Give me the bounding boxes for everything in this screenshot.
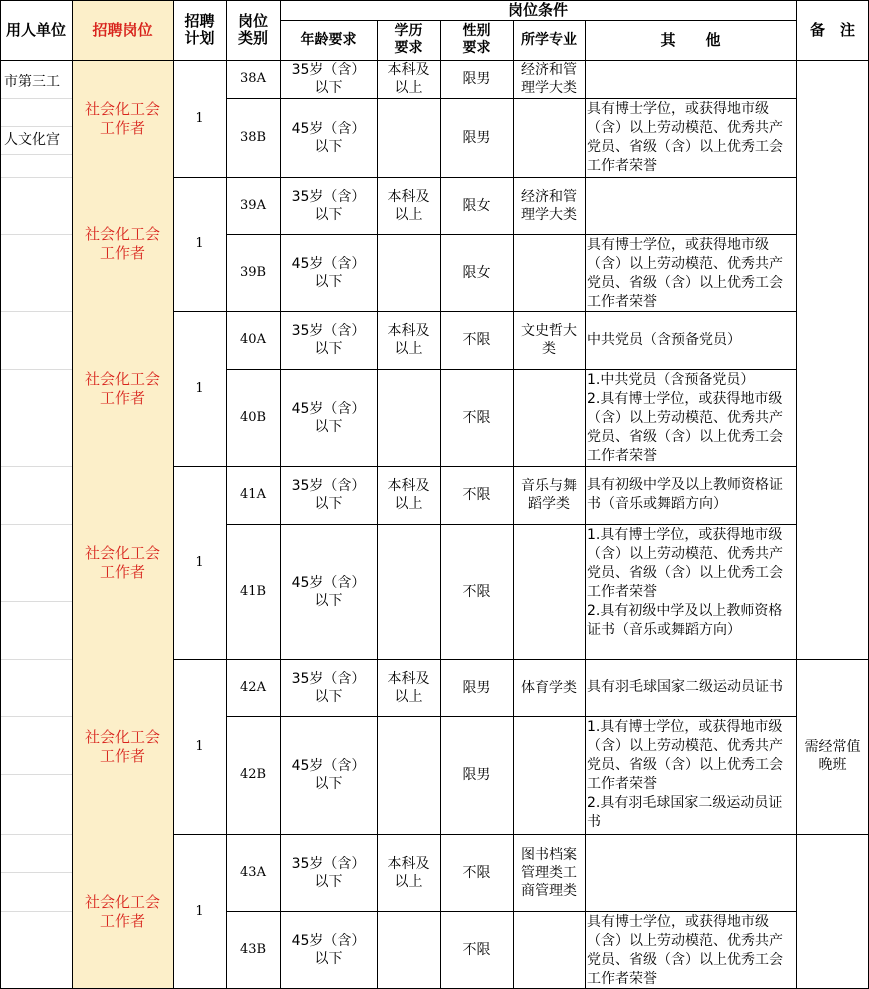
gender-requirement-cell: 限男 (462, 679, 491, 696)
post-name-cell: 社会化工会工作者 (84, 892, 160, 930)
other-requirement-cell: 1.具有博士学位，或获得地市级（含）以上劳动模范、优秀共产党员、省级（含）以上优秀工会工作者荣誉 2.具有羽毛球国家二级运动员证书 (587, 719, 783, 830)
cell-gridline-light (1, 911, 72, 912)
header-type: 岗位类别 (237, 12, 268, 47)
header-gender: 性别要求 (462, 23, 491, 56)
grid-line (173, 659, 797, 660)
grid-line (72, 0, 73, 989)
grid-line (0, 0, 1, 989)
header-post: 招聘岗位 (72, 0, 173, 60)
grid-line (796, 0, 797, 989)
age-requirement-cell: 45岁（含）以下 (291, 255, 366, 290)
major-requirement-cell: 经济和管理学大类 (521, 62, 577, 96)
post-code-cell: 41B (239, 583, 267, 599)
cell-gridline-light (1, 154, 72, 155)
cell-gridline-light (1, 311, 72, 312)
age-requirement-cell: 35岁（含）以下 (291, 478, 366, 512)
education-requirement-cell: 本科及以上 (387, 478, 430, 512)
cell-gridline-light (1, 234, 72, 235)
header-remark: 备 注 (809, 20, 855, 39)
cell-gridline-light (1, 601, 72, 602)
post-code-cell: 38B (239, 129, 267, 145)
unit-name-fragment: 市第三工 (4, 74, 60, 90)
cell-gridline-light (1, 716, 72, 717)
cell-gridline-light (1, 126, 72, 127)
other-requirement-cell: 1.中共党员（含预备党员） 2.具有博士学位，或获得地市级（含）以上劳动模范、优秀共产党员、省级（含）以上优秀工会工作者荣誉 (587, 372, 783, 464)
age-requirement-cell: 35岁（含）以下 (291, 62, 366, 96)
other-requirement-cell: 中共党员（含预备党员） (587, 331, 741, 348)
grid-line (226, 524, 797, 525)
cell-gridline-light (1, 98, 72, 99)
cell-gridline-light (1, 834, 72, 835)
grid-line (585, 20, 586, 989)
major-requirement-cell (513, 911, 585, 989)
age-requirement-cell: 45岁（含）以下 (291, 400, 366, 435)
post-code-cell: 39B (239, 264, 267, 280)
major-requirement-cell: 音乐与舞蹈学类 (521, 478, 577, 512)
education-requirement-cell: 本科及以上 (387, 323, 430, 357)
age-requirement-cell: 35岁（含）以下 (291, 855, 366, 890)
cell-gridline-light (1, 524, 72, 525)
grid-line (226, 911, 797, 912)
post-code-cell: 43B (239, 942, 267, 957)
other-requirement-cell: 具有博士学位，或获得地市级（含）以上劳动模范、优秀共产党员、省级（含）以上优秀工会工作者荣誉 (587, 914, 783, 987)
grid-line (173, 466, 797, 467)
major-requirement-cell (513, 716, 585, 834)
plan-count-cell: 1 (195, 903, 204, 919)
post-code-cell: 39A (240, 197, 266, 213)
grid-line (440, 20, 441, 989)
post-name-cell: 社会化工会工作者 (84, 99, 160, 137)
header-major: 所学专业 (521, 31, 577, 48)
grid-line (0, 60, 869, 61)
major-requirement-cell (513, 524, 585, 659)
post-code-cell: 41A (240, 487, 266, 502)
post-code-cell: 43A (240, 864, 266, 880)
grid-line (0, 0, 869, 1)
education-requirement-cell: 本科及以上 (387, 62, 430, 96)
post-code-cell: 40A (240, 332, 266, 347)
post-name-cell: 社会化工会工作者 (84, 225, 160, 262)
header-unit: 用人单位 (6, 20, 67, 39)
age-requirement-cell: 35岁（含）以下 (291, 670, 366, 705)
gender-requirement-cell: 限女 (462, 264, 491, 281)
plan-count-cell: 1 (195, 738, 204, 754)
other-requirement-cell: 具有初级中学及以上教师资格证书（音乐或舞蹈方向） (587, 477, 783, 512)
education-requirement-cell (377, 98, 440, 177)
other-requirement-cell: 1.具有博士学位，或获得地市级（含）以上劳动模范、优秀共产党员、省级（含）以上优秀工会工作者荣誉 2.具有初级中学及以上教师资格证书（音乐或舞蹈方向） (587, 527, 783, 638)
unit-name-fragment: 人文化宫 (4, 132, 60, 148)
remark-cell: 需经常值晚班 (804, 739, 861, 773)
major-requirement-cell: 图书档案管理类工商管理类 (521, 846, 577, 899)
education-requirement-cell (377, 524, 440, 659)
gender-requirement-cell: 不限 (462, 409, 491, 426)
post-name-cell: 社会化工会工作者 (84, 543, 160, 581)
post-code-cell: 42B (239, 767, 267, 782)
gender-requirement-cell: 不限 (462, 332, 491, 348)
grid-line (280, 0, 281, 989)
grid-line (226, 234, 797, 235)
major-requirement-cell (513, 234, 585, 311)
post-code-cell: 38A (240, 71, 266, 86)
other-requirement-cell: 具有博士学位，或获得地市级（含）以上劳动模范、优秀共产党员、省级（含）以上优秀工会工作者荣誉 (587, 101, 783, 174)
grid-line (796, 834, 869, 835)
major-requirement-cell: 经济和管理学大类 (521, 188, 577, 223)
age-requirement-cell: 45岁（含）以下 (291, 933, 366, 967)
grid-line (226, 98, 797, 99)
gender-requirement-cell: 限男 (462, 767, 491, 783)
grid-line (377, 20, 378, 989)
header-plan: 招聘计划 (184, 12, 215, 47)
grid-line (513, 20, 514, 989)
grid-line (173, 834, 797, 835)
grid-line (226, 0, 227, 989)
header-edu: 学历要求 (394, 23, 423, 56)
gender-requirement-cell: 不限 (462, 583, 491, 600)
other-requirement-cell (585, 177, 796, 234)
post-name-cell: 社会化工会工作者 (84, 727, 160, 765)
education-requirement-cell (377, 369, 440, 466)
grid-line (226, 369, 797, 370)
gender-requirement-cell: 限女 (462, 197, 491, 214)
major-requirement-cell: 文史哲大类 (521, 323, 577, 357)
header-age: 年龄要求 (300, 31, 357, 48)
education-requirement-cell: 本科及以上 (387, 670, 430, 705)
age-requirement-cell: 35岁（含）以下 (291, 188, 366, 223)
education-requirement-cell (377, 716, 440, 834)
post-name-cell: 社会化工会工作者 (84, 369, 160, 407)
grid-line (173, 311, 797, 312)
grid-line (280, 20, 797, 21)
age-requirement-cell: 45岁（含）以下 (291, 120, 366, 155)
grid-line (173, 177, 797, 178)
post-code-cell: 42A (240, 679, 266, 695)
plan-count-cell: 1 (195, 236, 204, 251)
plan-count-cell: 1 (195, 554, 204, 570)
age-requirement-cell: 45岁（含）以下 (291, 758, 366, 792)
education-requirement-cell (377, 234, 440, 311)
cell-gridline-light (1, 659, 72, 660)
other-requirement-cell (585, 834, 796, 911)
other-requirement-cell (585, 60, 796, 98)
cell-gridline-light (1, 369, 72, 370)
education-requirement-cell (377, 911, 440, 989)
header-conditions: 岗位条件 (507, 0, 568, 19)
major-requirement-cell: 体育学类 (521, 679, 577, 696)
education-requirement-cell: 本科及以上 (387, 188, 430, 223)
gender-requirement-cell: 不限 (462, 487, 491, 503)
plan-count-cell: 1 (195, 110, 204, 126)
gender-requirement-cell: 限男 (462, 71, 491, 87)
cell-gridline-light (1, 466, 72, 467)
other-requirement-cell: 具有博士学位，或获得地市级（含）以上劳动模范、优秀共产党员、省级（含）以上优秀工会工作者荣誉 (587, 237, 783, 310)
post-code-cell: 40B (239, 409, 267, 425)
cell-gridline-light (1, 774, 72, 775)
cell-gridline-light (1, 177, 72, 178)
grid-line (226, 716, 797, 717)
gender-requirement-cell: 限男 (462, 129, 491, 146)
gender-requirement-cell: 不限 (462, 864, 491, 881)
major-requirement-cell (513, 369, 585, 466)
gender-requirement-cell: 不限 (462, 942, 491, 958)
grid-line (173, 0, 174, 989)
age-requirement-cell: 45岁（含）以下 (291, 574, 366, 609)
plan-count-cell: 1 (195, 380, 204, 396)
header-other: 其 他 (660, 30, 721, 49)
grid-line (796, 659, 869, 660)
other-requirement-cell: 具有羽毛球国家二级运动员证书 (587, 679, 783, 695)
age-requirement-cell: 35岁（含）以下 (291, 323, 366, 357)
major-requirement-cell (513, 98, 585, 177)
cell-gridline-light (1, 872, 72, 873)
education-requirement-cell: 本科及以上 (387, 855, 430, 890)
